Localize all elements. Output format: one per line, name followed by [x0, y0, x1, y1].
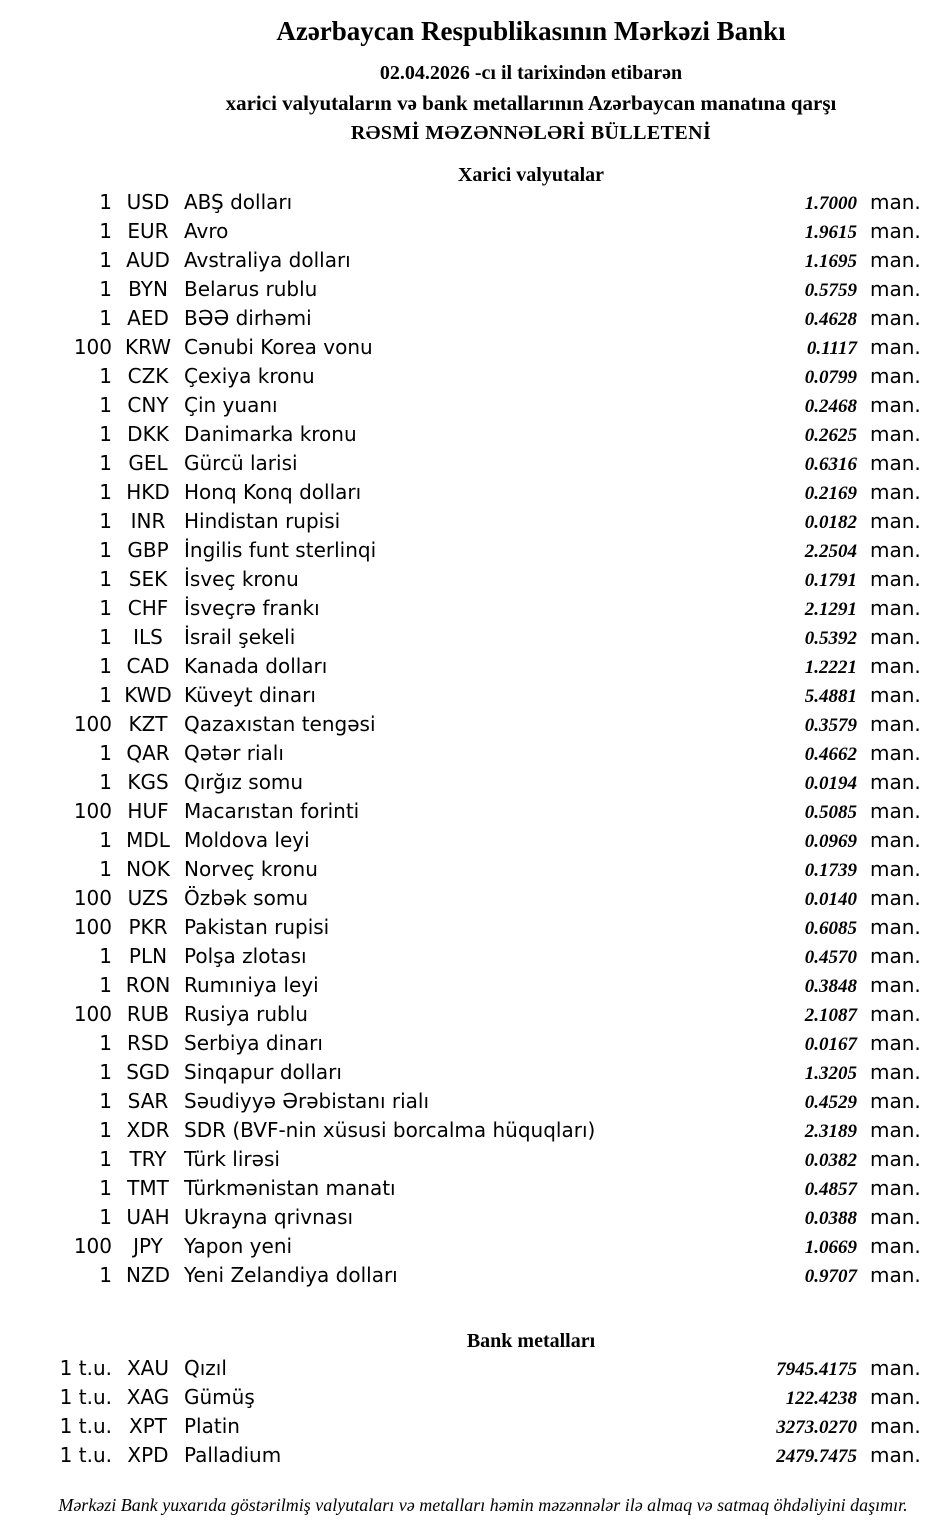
currency-row: [0, 246, 952, 275]
unit-cell: man.: [870, 538, 921, 562]
name-cell: Palladium: [184, 1443, 282, 1467]
name-cell: Avstraliya dolları: [184, 248, 351, 272]
code-cell: PLN: [128, 944, 168, 968]
rate-cell: 2.1291: [804, 599, 857, 620]
name-cell: BƏƏ dirhəmi: [184, 306, 312, 330]
qty-cell: 1: [99, 277, 112, 301]
rate-cell: 0.0969: [804, 831, 857, 852]
currency-row: [0, 913, 952, 942]
unit-cell: man.: [870, 1234, 921, 1258]
code-cell: CHF: [127, 596, 169, 620]
name-cell: Gürcü larisi: [184, 451, 298, 475]
rate-cell: 0.2468: [804, 396, 857, 417]
unit-cell: man.: [870, 1443, 921, 1467]
qty-cell: 1: [99, 1118, 112, 1142]
currency-row: [0, 1029, 952, 1058]
rate-cell: 0.0194: [804, 773, 857, 794]
name-cell: İngilis funt sterlinqi: [184, 538, 377, 562]
name-cell: Hindistan rupisi: [184, 509, 341, 533]
unit-cell: man.: [870, 799, 921, 823]
currency-row: [0, 1203, 952, 1232]
currency-row: [0, 739, 952, 768]
rate-cell: 7945.4175: [776, 1359, 857, 1380]
code-cell: BYN: [128, 277, 168, 301]
currency-row: [0, 1087, 952, 1116]
name-cell: Serbiya dinarı: [184, 1031, 323, 1055]
currency-row: [0, 1145, 952, 1174]
unit-cell: man.: [870, 1002, 921, 1026]
currency-row: [0, 971, 952, 1000]
rate-cell: 0.5085: [804, 802, 857, 823]
unit-cell: man.: [870, 1060, 921, 1084]
qty-cell: 1: [99, 683, 112, 707]
unit-cell: man.: [870, 857, 921, 881]
unit-cell: man.: [870, 277, 921, 301]
rate-cell: 0.3579: [804, 715, 857, 736]
code-cell: ILS: [133, 625, 163, 649]
name-cell: Ukrayna qrivnası: [184, 1205, 354, 1229]
unit-cell: man.: [870, 480, 921, 504]
metals-table: [0, 1354, 952, 1470]
currency-row: [0, 333, 952, 362]
currency-row: [0, 1058, 952, 1087]
name-cell: Qızıl: [184, 1356, 227, 1380]
code-cell: AUD: [126, 248, 170, 272]
rate-cell: 2.1087: [804, 1005, 857, 1026]
rate-cell: 0.4857: [804, 1179, 857, 1200]
rate-cell: 1.2221: [804, 657, 857, 678]
name-cell: Özbək somu: [184, 886, 308, 910]
qty-cell: 1: [99, 828, 112, 852]
code-cell: DKK: [127, 422, 169, 446]
unit-cell: man.: [870, 335, 921, 359]
name-cell: Çin yuanı: [184, 393, 278, 417]
unit-cell: man.: [870, 1385, 921, 1409]
currency-row: [0, 855, 952, 884]
rate-cell: 0.9707: [804, 1266, 857, 1287]
name-cell: Sinqapur dolları: [184, 1060, 342, 1084]
currency-row: [0, 681, 952, 710]
rate-cell: 0.0140: [804, 889, 857, 910]
unit-cell: man.: [870, 567, 921, 591]
rate-cell: 1.1695: [804, 251, 857, 272]
code-cell: HUF: [127, 799, 169, 823]
rate-cell: 3273.0270: [776, 1417, 857, 1438]
rate-cell: 0.2625: [804, 425, 857, 446]
name-cell: Danimarka kronu: [184, 422, 357, 446]
rate-cell: 1.7000: [804, 193, 857, 214]
qty-cell: 1: [99, 567, 112, 591]
rate-cell: 0.2169: [804, 483, 857, 504]
code-cell: QAR: [126, 741, 170, 765]
rate-cell: 0.5759: [804, 280, 857, 301]
code-cell: SEK: [128, 567, 168, 591]
qty-cell: 100: [73, 335, 112, 359]
name-cell: Platin: [184, 1414, 240, 1438]
name-cell: Belarus rublu: [184, 277, 318, 301]
currency-row: [0, 478, 952, 507]
qty-cell: 1: [99, 190, 112, 214]
unit-cell: man.: [870, 944, 921, 968]
code-cell: SAR: [127, 1089, 169, 1113]
qty-cell: 1: [99, 770, 112, 794]
name-cell: Honq Konq dolları: [184, 480, 362, 504]
currency-row: [0, 304, 952, 333]
unit-cell: man.: [870, 451, 921, 475]
currency-row: [0, 768, 952, 797]
unit-cell: man.: [870, 915, 921, 939]
name-cell: Polşa zlotası: [184, 944, 307, 968]
unit-cell: man.: [870, 1147, 921, 1171]
currency-row: [0, 565, 952, 594]
rate-cell: 0.1739: [804, 860, 857, 881]
name-cell: Türk lirəsi: [184, 1147, 280, 1171]
unit-cell: man.: [870, 1205, 921, 1229]
currency-row: [0, 710, 952, 739]
qty-cell: 1: [99, 1176, 112, 1200]
footer-disclaimer: Mərkəzi Bank yuxarıda göstərilmiş valyutaları və metalları həmin məzənnələr ilə almaq və satmaq öhdəliyini daşımır.: [58, 1495, 908, 1515]
rate-cell: 1.3205: [804, 1063, 857, 1084]
bulletin-header: [110, 0, 952, 146]
metal-row: [0, 1412, 952, 1441]
code-cell: EUR: [127, 219, 169, 243]
rate-cell: 2479.7475: [776, 1446, 857, 1467]
code-cell: CAD: [126, 654, 170, 678]
name-cell: Türkmənistan manatı: [184, 1176, 396, 1200]
qty-cell: 100: [73, 712, 112, 736]
qty-cell: 1: [99, 219, 112, 243]
name-cell: Avro: [184, 219, 229, 243]
rate-cell: 0.1791: [804, 570, 857, 591]
name-cell: İsrail şekeli: [184, 625, 296, 649]
name-cell: Küveyt dinarı: [184, 683, 316, 707]
name-cell: Qırğız somu: [184, 770, 304, 794]
code-cell: NOK: [126, 857, 170, 881]
code-cell: XPD: [127, 1443, 169, 1467]
code-cell: NZD: [125, 1263, 171, 1287]
code-cell: KRW: [125, 335, 171, 359]
code-cell: UZS: [127, 886, 169, 910]
qty-cell: 1: [99, 1031, 112, 1055]
subtitle-line: xarici valyutaların və bank metallarının Azərbaycan manatına qarşı: [225, 91, 837, 115]
rate-cell: 0.5392: [804, 628, 857, 649]
metal-row: [0, 1354, 952, 1383]
qty-cell: 1 t.u.: [59, 1414, 112, 1438]
qty-cell: 1: [99, 625, 112, 649]
name-cell: Qazaxıstan tengəsi: [184, 712, 376, 736]
unit-cell: man.: [870, 306, 921, 330]
code-cell: SGD: [126, 1060, 170, 1084]
qty-cell: 1 t.u.: [59, 1356, 112, 1380]
rate-cell: 0.3848: [804, 976, 857, 997]
code-cell: AED: [127, 306, 169, 330]
qty-cell: 1: [99, 1060, 112, 1084]
unit-cell: man.: [870, 422, 921, 446]
qty-cell: 1: [99, 1147, 112, 1171]
code-cell: RON: [125, 973, 171, 997]
code-cell: XAU: [126, 1356, 170, 1380]
unit-cell: man.: [870, 654, 921, 678]
name-cell: Norveç kronu: [184, 857, 318, 881]
rate-cell: 5.4881: [804, 686, 857, 707]
currency-row: [0, 391, 952, 420]
unit-cell: man.: [870, 712, 921, 736]
name-cell: SDR (BVF-nin xüsusi borcalma hüquqları): [184, 1118, 596, 1142]
qty-cell: 1: [99, 944, 112, 968]
unit-cell: man.: [870, 509, 921, 533]
code-cell: GBP: [127, 538, 169, 562]
code-cell: MDL: [126, 828, 170, 852]
qty-cell: 1: [99, 1089, 112, 1113]
currency-row: [0, 1174, 952, 1203]
currency-row: [0, 797, 952, 826]
qty-cell: 1: [99, 973, 112, 997]
currency-row: [0, 420, 952, 449]
unit-cell: man.: [870, 190, 921, 214]
code-cell: XAG: [126, 1385, 170, 1409]
rate-cell: 1.9615: [804, 222, 857, 243]
rate-cell: 0.0382: [804, 1150, 857, 1171]
code-cell: HKD: [126, 480, 170, 504]
qty-cell: 100: [73, 799, 112, 823]
name-cell: Qətər rialı: [184, 741, 284, 765]
code-cell: INR: [130, 509, 166, 533]
qty-cell: 1 t.u.: [59, 1385, 112, 1409]
currency-row: [0, 942, 952, 971]
currency-row: [0, 449, 952, 478]
name-cell: Moldova leyi: [184, 828, 310, 852]
rate-cell: 0.1117: [806, 338, 857, 359]
qty-cell: 1: [99, 596, 112, 620]
currency-row: [0, 1116, 952, 1145]
code-cell: TMT: [127, 1176, 169, 1200]
qty-cell: 1: [99, 509, 112, 533]
qty-cell: 1: [99, 1263, 112, 1287]
rate-cell: 0.6085: [804, 918, 857, 939]
rate-cell: 2.3189: [804, 1121, 857, 1142]
currency-row: [0, 217, 952, 246]
code-cell: KZT: [128, 712, 168, 736]
currency-row: [0, 507, 952, 536]
qty-cell: 100: [73, 886, 112, 910]
currency-row: [0, 275, 952, 304]
unit-cell: man.: [870, 625, 921, 649]
unit-cell: man.: [870, 1031, 921, 1055]
effective-date: 02.04.2026 -cı il tarixindən etibarən: [379, 62, 683, 84]
name-cell: Səudiyyə Ərəbistanı rialı: [184, 1089, 430, 1113]
currency-row: [0, 1232, 952, 1261]
qty-cell: 1: [99, 1205, 112, 1229]
currency-row: [0, 536, 952, 565]
name-cell: İsveç kronu: [184, 567, 299, 591]
code-cell: CZK: [127, 364, 169, 388]
currencies-heading: Xarici valyutalar: [457, 164, 605, 186]
rate-cell: 122.4238: [785, 1388, 857, 1409]
name-cell: Macarıstan forinti: [184, 799, 360, 823]
qty-cell: 1: [99, 364, 112, 388]
bank-title: Azərbaycan Respublikasının Mərkəzi Bankı: [276, 16, 786, 46]
unit-cell: man.: [870, 1263, 921, 1287]
name-cell: Kanada dolları: [184, 654, 328, 678]
rate-cell: 0.6316: [804, 454, 857, 475]
name-cell: Yeni Zelandiya dolları: [184, 1263, 398, 1287]
name-cell: Rumıniya leyi: [184, 973, 319, 997]
qty-cell: 1: [99, 654, 112, 678]
rate-cell: 0.4628: [804, 309, 857, 330]
unit-cell: man.: [870, 1089, 921, 1113]
currency-row: [0, 594, 952, 623]
code-cell: JPY: [133, 1234, 163, 1258]
qty-cell: 100: [73, 1002, 112, 1026]
rate-cell: 1.0669: [804, 1237, 857, 1258]
rate-cell: 0.4529: [804, 1092, 857, 1113]
bulletin-title: RƏSMİ MƏZƏNNƏLƏRİ BÜLLETENİ: [350, 122, 712, 144]
rate-cell: 0.4662: [804, 744, 857, 765]
currency-row: [0, 826, 952, 855]
qty-cell: 1: [99, 451, 112, 475]
rate-cell: 0.0182: [804, 512, 857, 533]
name-cell: İsveçrə frankı: [184, 596, 320, 620]
unit-cell: man.: [870, 596, 921, 620]
currency-row: [0, 1000, 952, 1029]
qty-cell: 1: [99, 393, 112, 417]
name-cell: Rusiya rublu: [184, 1002, 308, 1026]
code-cell: USD: [126, 190, 170, 214]
currency-row: [0, 623, 952, 652]
name-cell: Çexiya kronu: [184, 364, 315, 388]
name-cell: ABŞ dolları: [184, 190, 293, 214]
qty-cell: 1: [99, 741, 112, 765]
metals-heading: Bank metalları: [466, 1330, 596, 1352]
code-cell: CNY: [127, 393, 169, 417]
unit-cell: man.: [870, 1118, 921, 1142]
qty-cell: 1: [99, 480, 112, 504]
qty-cell: 1 t.u.: [59, 1443, 112, 1467]
unit-cell: man.: [870, 1356, 921, 1380]
rate-cell: 2.2504: [804, 541, 857, 562]
unit-cell: man.: [870, 828, 921, 852]
name-cell: Gümüş: [184, 1385, 255, 1409]
unit-cell: man.: [870, 219, 921, 243]
name-cell: Pakistan rupisi: [184, 915, 330, 939]
unit-cell: man.: [870, 364, 921, 388]
unit-cell: man.: [870, 1414, 921, 1438]
code-cell: RUB: [126, 1002, 170, 1026]
currency-table: [0, 188, 952, 1290]
unit-cell: man.: [870, 770, 921, 794]
qty-cell: 100: [73, 1234, 112, 1258]
code-cell: GEL: [128, 451, 168, 475]
code-cell: XDR: [126, 1118, 170, 1142]
currency-row: [0, 652, 952, 681]
metal-row: [0, 1441, 952, 1470]
code-cell: UAH: [126, 1205, 170, 1229]
currency-row: [0, 188, 952, 217]
unit-cell: man.: [870, 886, 921, 910]
code-cell: XPT: [129, 1414, 167, 1438]
unit-cell: man.: [870, 248, 921, 272]
name-cell: Cənubi Korea vonu: [184, 335, 373, 359]
code-cell: TRY: [129, 1147, 167, 1171]
unit-cell: man.: [870, 1176, 921, 1200]
rate-cell: 0.0799: [804, 367, 857, 388]
rate-cell: 0.0388: [804, 1208, 857, 1229]
unit-cell: man.: [870, 683, 921, 707]
unit-cell: man.: [870, 393, 921, 417]
name-cell: Yapon yeni: [184, 1234, 293, 1258]
unit-cell: man.: [870, 973, 921, 997]
code-cell: KWD: [124, 683, 172, 707]
currency-row: [0, 884, 952, 913]
rate-cell: 0.4570: [804, 947, 857, 968]
code-cell: RSD: [127, 1031, 169, 1055]
qty-cell: 1: [99, 538, 112, 562]
code-cell: KGS: [127, 770, 169, 794]
unit-cell: man.: [870, 741, 921, 765]
metal-row: [0, 1383, 952, 1412]
code-cell: PKR: [128, 915, 168, 939]
qty-cell: 1: [99, 248, 112, 272]
qty-cell: 100: [73, 915, 112, 939]
currency-row: [0, 362, 952, 391]
rate-cell: 0.0167: [804, 1034, 857, 1055]
qty-cell: 1: [99, 422, 112, 446]
qty-cell: 1: [99, 857, 112, 881]
currency-row: [0, 1261, 952, 1290]
qty-cell: 1: [99, 306, 112, 330]
